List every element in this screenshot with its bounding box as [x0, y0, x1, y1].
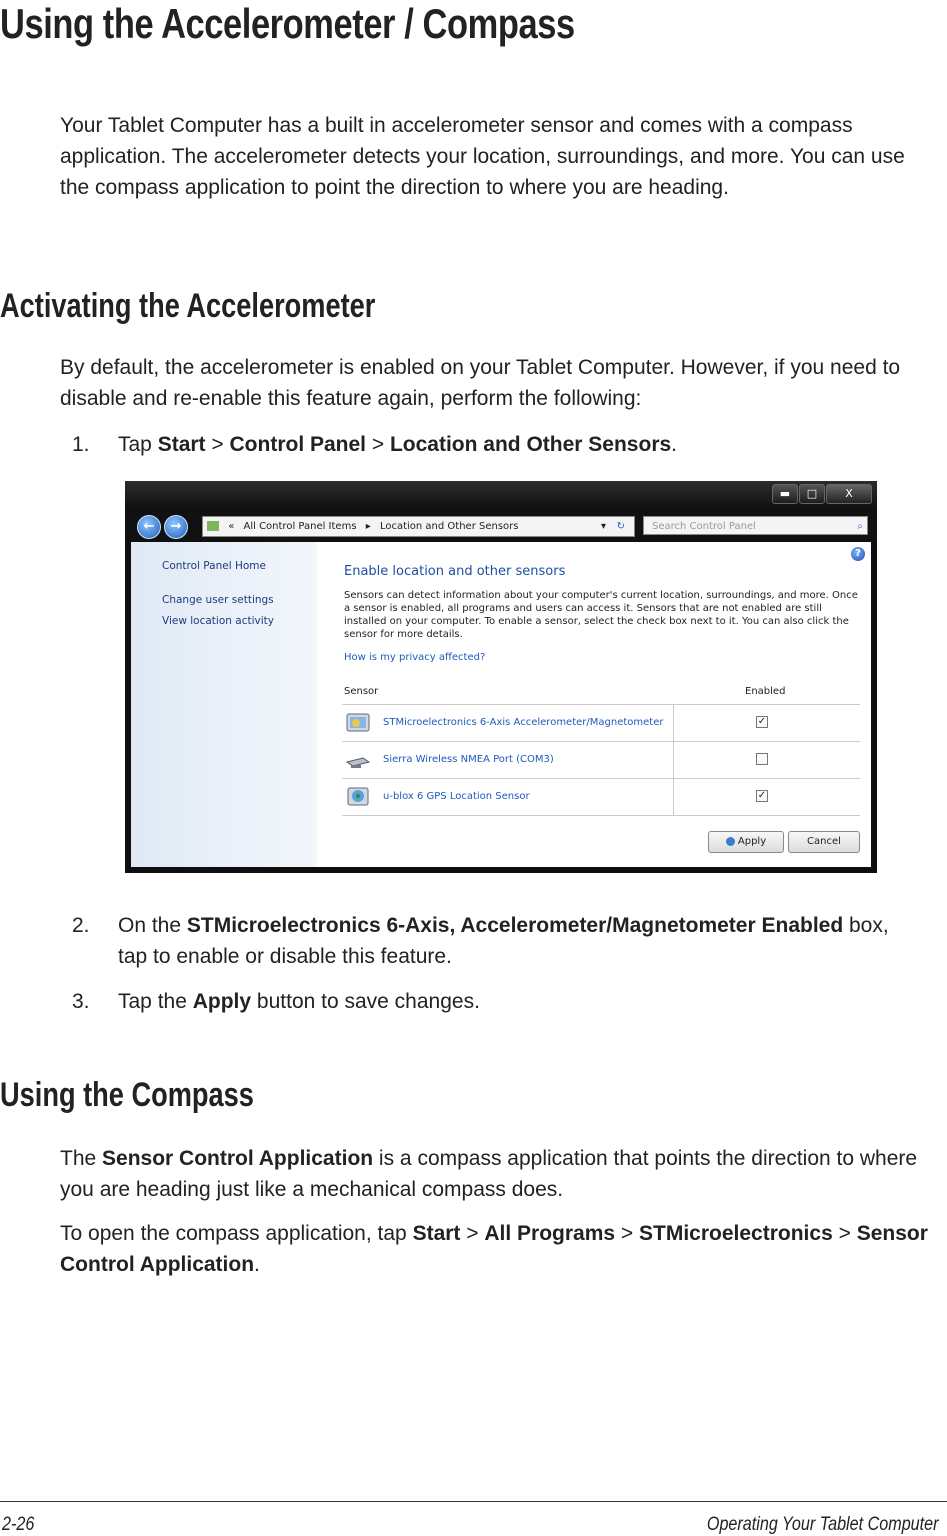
- section2-paragraph-1: The Sensor Control Application is a compass application that points the direction to where you are heading just like a mechanical compass does.: [60, 1147, 918, 1201]
- section-heading-activating: Activating the Accelerometer: [0, 287, 376, 325]
- gps-device-icon: [345, 785, 371, 809]
- enabled-checkbox[interactable]: [756, 753, 768, 765]
- privacy-link[interactable]: How is my privacy affected?: [344, 652, 486, 663]
- section2-paragraph-2: To open the compass application, tap Start > All Programs > STMicroelectronics > Sensor Control Application.: [60, 1222, 928, 1276]
- column-divider: [673, 705, 674, 741]
- forward-arrow-icon[interactable]: →: [164, 515, 188, 539]
- column-header-sensor: Sensor: [344, 686, 379, 697]
- footer-divider: [0, 1501, 947, 1502]
- enabled-checkbox[interactable]: ✓: [757, 716, 767, 727]
- dropdown-icon[interactable]: ▾: [600, 521, 606, 532]
- port-device-icon: [345, 748, 371, 772]
- intro-paragraph: Your Tablet Computer has a built in accelerometer sensor and comes with a compass application. The accelerometer detects your location, surroundings, and more. You can use the compass application to point the direction to where you are heading.: [60, 114, 905, 199]
- breadcrumb-all-items[interactable]: All Control Panel Items: [243, 521, 357, 532]
- address-bar[interactable]: [202, 516, 635, 537]
- close-button[interactable]: X: [826, 484, 872, 504]
- column-divider: [673, 779, 674, 815]
- sensor-row[interactable]: [342, 779, 860, 816]
- link-change-user-settings[interactable]: Change user settings: [162, 594, 274, 606]
- enabled-checkbox[interactable]: ✓: [757, 790, 767, 801]
- maximize-button[interactable]: □: [799, 484, 825, 504]
- breadcrumb-location-sensors[interactable]: Location and Other Sensors: [379, 521, 519, 532]
- search-input[interactable]: [643, 516, 868, 535]
- sensor-name[interactable]: Sierra Wireless NMEA Port (COM3): [383, 754, 554, 765]
- step-text: Tap the Apply button to save changes.: [118, 990, 480, 1013]
- back-arrow-icon[interactable]: ←: [137, 515, 161, 539]
- apply-button[interactable]: Apply: [708, 831, 784, 853]
- column-header-enabled: Enabled: [745, 686, 786, 697]
- breadcrumb-separator: ▸: [365, 521, 371, 532]
- page-title: Using the Accelerometer / Compass: [0, 0, 575, 47]
- address-row: [125, 511, 877, 541]
- window-titlebar: [125, 481, 877, 511]
- refresh-icon[interactable]: ↻: [616, 521, 625, 532]
- main-heading: Enable location and other sensors: [344, 564, 566, 579]
- control-panel-screenshot: [125, 481, 877, 873]
- sensor-device-icon: [345, 711, 371, 735]
- sensor-row[interactable]: [342, 705, 860, 742]
- window-content: [131, 542, 871, 867]
- step-number: 1.: [72, 433, 90, 456]
- section1-paragraph: By default, the accelerometer is enabled on your Tablet Computer. However, if you need to disable and re-enable this feature again, perform the following:: [60, 356, 901, 410]
- search-icon[interactable]: ⌕: [857, 521, 863, 532]
- shield-icon: [726, 837, 735, 846]
- page-number: 2-26: [2, 1514, 35, 1535]
- left-pane: [131, 542, 317, 867]
- column-divider: [673, 742, 674, 778]
- step-number: 3.: [72, 990, 90, 1013]
- link-control-panel-home[interactable]: Control Panel Home: [162, 560, 266, 572]
- help-icon[interactable]: ?: [851, 547, 865, 561]
- sensor-name[interactable]: STMicroelectronics 6-Axis Accelerometer/Magnetometer: [383, 717, 664, 728]
- link-view-location-activity[interactable]: View location activity: [162, 615, 274, 627]
- main-description: Sensors can detect information about your computer's current location, surroundings, and more. Once a sensor is enabled, all programs and users can access it. Sensors that are not enabled are still installed on your computer. To enable a sensor, select the check box next to it. You can also click the sensor for more details.: [344, 590, 858, 640]
- step-number: 2.: [72, 914, 90, 937]
- step-text: Tap Start > Control Panel > Location and Other Sensors.: [118, 433, 678, 456]
- search-placeholder: Search Control Panel: [652, 521, 756, 532]
- control-panel-icon: [207, 521, 219, 531]
- breadcrumb-chevron: «: [228, 521, 235, 532]
- sensor-row[interactable]: [342, 742, 860, 779]
- minimize-button[interactable]: ▬: [772, 484, 798, 504]
- cancel-button[interactable]: Cancel: [788, 831, 860, 853]
- chapter-title: Operating Your Tablet Computer: [707, 1514, 939, 1535]
- step-text: On the STMicroelectronics 6-Axis, Accelerometer/Magnetometer Enabled box, tap to enable or disable this feature.: [118, 914, 889, 968]
- section-heading-compass: Using the Compass: [0, 1076, 254, 1114]
- sensor-name[interactable]: u-blox 6 GPS Location Sensor: [383, 791, 530, 802]
